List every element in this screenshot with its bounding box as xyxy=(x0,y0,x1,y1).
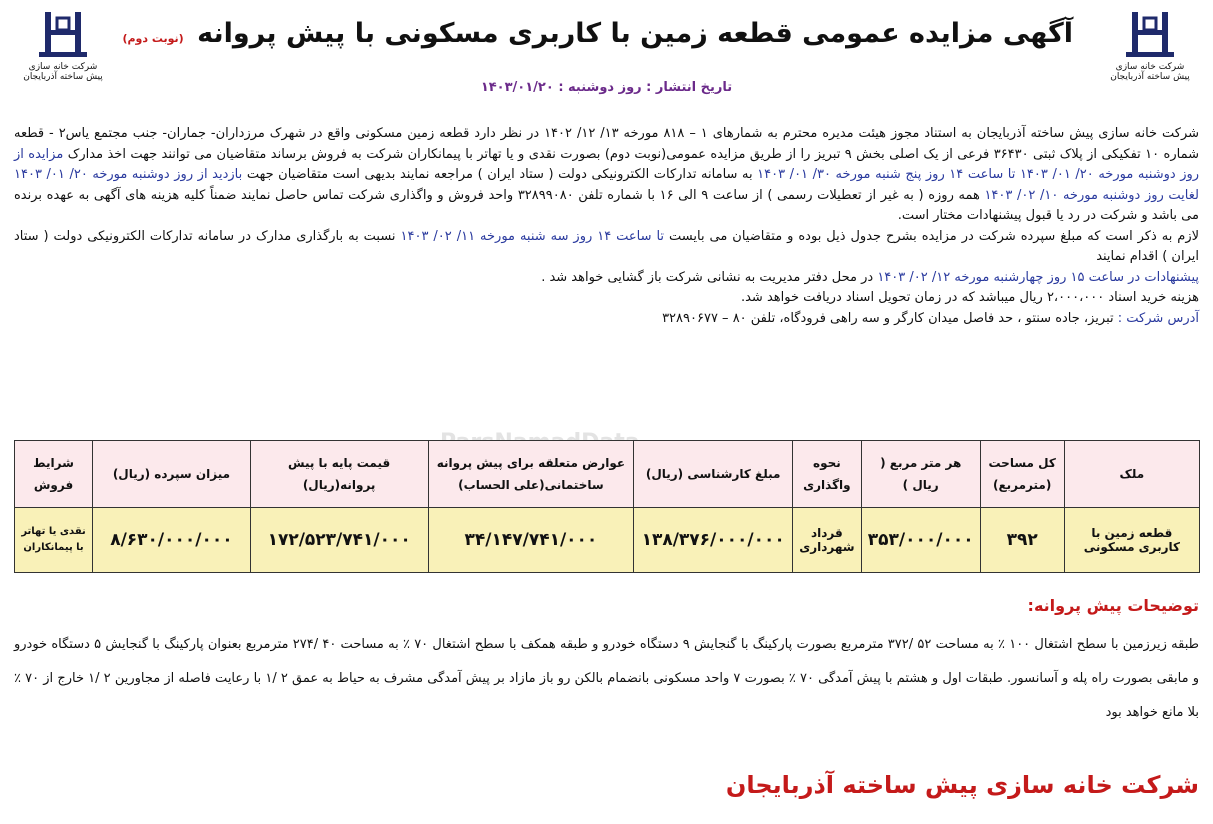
table-header: عوارض متعلقه برای پیش پروانه ساختمانی(علی الحساب) xyxy=(428,441,634,508)
paragraph-1: شرکت خانه سازی پیش ساخته آذربایجان به استناد مجوز هیئت مدیره محترم به شمارهای ۱ – ۸۱۸ مورخه ۱۳/ ۱۲/ ۱۴۰۲ در نظر دارد قطعه زمین مسکونی واقع در شهرک مرزداران- جماران- جنب مجتمع یاس۲ - قطعه شماره ۱۰ تفکیکی از پلاک ثبتی ۳۶۴۳۰ فرعی از یک اصلی بخش ۹ تبریز را از طریق مزایده عمومی(نوبت دوم) بصورت نقدی و یا تهاتر با پیمانکاران شرکت به فروش برساند متقاضیان می توانند جهت اخذ مدارک مزایده از روز دوشنبه مورخه ۲۰/ ۰۱/ ۱۴۰۳ تا ساعت ۱۴ روز پنج شنبه مورخه ۳۰/ ۰۱/ ۱۴۰۳ به سامانه تدارکات الکترونیکی دولت ( ستاد ایران ) مراجعه نمایند بدیهی است متقاضیان جهت بازدید از روز دوشنبه مورخه ۲۰/ ۰۱/ ۱۴۰۳ لغایت روز دوشنبه مورخه ۱۰/ ۰۲/ ۱۴۰۳ همه روزه ( به غیر از تعطیلات رسمی ) از ساعت ۹ الی ۱۶ با شماره تلفن ۳۲۸۹۹۰۸۰ واحد فروش و واگذاری شرکت تماس حاصل نمایند ضمناً کلیه هزینه های آگهی به عهده برنده می باشد و شرکت در رد یا قبول پیشنهادات مختار است. xyxy=(14,126,1200,223)
table-header: ملک xyxy=(1064,441,1199,508)
publish-date: تاریخ انتشار : روز دوشنبه : ۱۴۰۳/۰۱/۲۰ xyxy=(480,80,733,95)
table-cell: ۱۷۲/۵۲۳/۷۴۱/۰۰۰ xyxy=(250,508,428,573)
table-cell: ۸/۶۳۰/۰۰۰/۰۰۰ xyxy=(93,508,251,573)
logo-line2: پیش ساخته آذربایجان xyxy=(1110,72,1190,82)
footer-company: شرکت خانه سازی پیش ساخته آذربایجان xyxy=(725,771,1199,799)
company-logo-right xyxy=(1095,8,1205,82)
notes-text: طبقه زیرزمین با سطح اشتغال ۱۰۰ ٪ به مساحت ۵۲ /۳۷۲ مترمربع بصورت پارکینگ با گنجایش ۹ دستگاه خودرو و طبقه همکف با سطح اشتغال ۷۰ ٪ به مساحت ۴۰ /۲۷۴ مترمربع بعنوان پارکینگ با گنجایش ۵ دستگاه خودرو و مابقی بصورت راه پله و آسانسور. طبقات اول و هشتم با پیش آمدگی ۷۰ ٪ بصورت ۷ واحد مسکونی بانضمام بالکن رو باز مازاد بر پیش آمدگی مشرف به حیاط به عمق ۲ /۱ با رعایت فاصله از مجاورین ۲ /۱ خارج از ۷۰ ٪ بلا مانع خواهد بود xyxy=(14,637,1199,720)
table-header: نحوه واگذاری xyxy=(793,441,862,508)
table-cell: قرداد شهرداری xyxy=(793,508,862,573)
table-cell: نقدی یا تهاتر با پیمانکاران xyxy=(15,508,93,573)
logo-mark-icon xyxy=(37,8,89,60)
notice-body xyxy=(14,124,1199,329)
table-header: کل مساحت (مترمربع) xyxy=(980,441,1064,508)
paragraph-3: پیشنهادات در ساعت ۱۵ روز چهارشنبه مورخه ۱۲/ ۰۲/ ۱۴۰۳ در محل دفتر مدیریت به نشانی شرکت باز گشایی خواهد شد . xyxy=(541,269,1199,285)
paragraph-2: لازم به ذکر است که مبلغ سپرده شرکت در مزایده بشرح جدول ذیل بوده و متقاضیان می بایست تا ساعت ۱۴ روز سه شنبه مورخه ۱۱/ ۰۲/ ۱۴۰۳ نسبت به بارگذاری مدارک در سامانه تدارکات الکترونیکی دولت ( ستاد ایران ) اقدام نمایند xyxy=(14,228,1200,264)
notes-heading: توضیحات پیش پروانه: xyxy=(1027,596,1199,615)
turn-label: (نوبت دوم) xyxy=(122,32,184,45)
table-cell: ۳۴/۱۴۷/۷۴۱/۰۰۰ xyxy=(428,508,634,573)
title-text: آگهی مزایده عمومی قطعه زمین با کاربری مسکونی با پیش پروانه xyxy=(197,18,1073,49)
table-header-row xyxy=(15,441,1200,508)
company-logo-left xyxy=(8,8,118,82)
table-header: میزان سپرده (ریال) xyxy=(93,441,251,508)
notice-title xyxy=(122,18,1073,49)
logo-mark-icon xyxy=(1124,8,1176,60)
table-row xyxy=(15,508,1200,573)
table-cell: ۳۵۳/۰۰۰/۰۰۰ xyxy=(861,508,980,573)
logo-line1: شرکت خانه سازی xyxy=(28,62,98,72)
table-cell: ۱۳۸/۳۷۶/۰۰۰/۰۰۰ xyxy=(634,508,793,573)
logo-line1: شرکت خانه سازی xyxy=(1115,62,1185,72)
table-header: شرایط فروش xyxy=(15,441,93,508)
table-header: مبلغ کارشناسی (ریال) xyxy=(634,441,793,508)
auction-table xyxy=(14,440,1200,573)
table-header: قیمت پایه با پیش پروانه(ریال) xyxy=(250,441,428,508)
logo-line2: پیش ساخته آذربایجان xyxy=(23,72,103,82)
paragraph-4: هزینه خرید اسناد ۲،۰۰۰،۰۰۰ ریال میباشد که در زمان تحویل اسناد دریافت خواهد شد. xyxy=(740,290,1199,305)
table-header: هر متر مربع ( ریال ) xyxy=(861,441,980,508)
paragraph-address: آدرس شرکت : تبریز، جاده سنتو ، حد فاصل میدان کارگر و سه راهی فرودگاه، تلفن ۸۰ – ۳۲۸۹۰۶۷۷ xyxy=(662,310,1199,326)
table-cell: قطعه زمین با کاربری مسکونی xyxy=(1064,508,1199,573)
table-cell: ۳۹۲ xyxy=(980,508,1064,573)
